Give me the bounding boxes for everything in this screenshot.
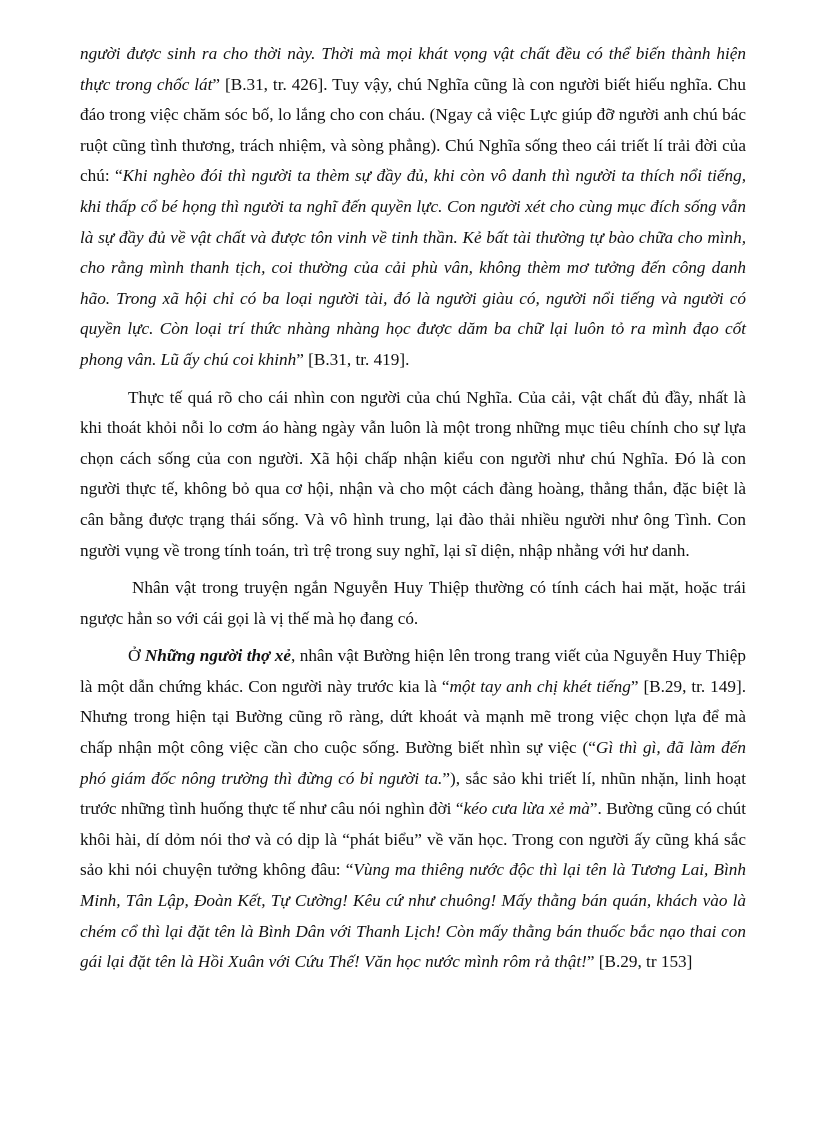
quote-text: kéo cưa lừa xẻ mà xyxy=(463,799,590,819)
body-text: ” [B.31, tr. 426]. Tuy vậy, chú Nghĩa cũng là con người biết hiếu nghĩa. Chu đáo trong việc chăm sóc bố, lo lắng cho con cháu. (Ngay cả việc Lực giúp đỡ người anh chú bác ruột cũng tình thương, trách nhiệm, và sòng phẳng). Chú Nghĩa sống theo cái triết lí trải đời của chú: “ xyxy=(80,74,746,186)
body-text: Nhân vật trong truyện ngắn Nguyễn Huy Thiệp thường có tính cách hai mặt, hoặc trái ngược hẳn so với cái gọi là vị thế mà họ đang có. xyxy=(80,578,746,628)
body-text: Thực tế quá rõ cho cái nhìn con người của chú Nghĩa. Của cải, vật chất đủ đầy, nhất là khi thoát khỏi nỗi lo cơm áo hàng ngày vẫn luôn là một trong những mục tiêu chính cho sự lựa chọn cách sống của con người. Xã hội chấp nhận kiểu con người như chú Nghĩa. Đó là con người thực tế, không bỏ qua cơ hội, nhận và cho một cách đàng hoàng, thẳng thắn, đặc biệt là cân bằng được trạng thái sống. Và vô hình trung, lại đào thải nhiều người như ông Tình. Con người vụng về trong tính toán, trì trệ trong suy nghĩ, lại sĩ diện, nhập nhằng với hư danh. xyxy=(80,387,746,560)
paragraph-1 xyxy=(80,39,746,376)
body-text: , nhân vật Bường hiện lên trong trang viết của Nguyễn Huy Thiệp là một dẫn chứng khác. Con người này trước kia là “ xyxy=(80,646,746,696)
body-text: Ở xyxy=(128,646,145,666)
work-title: Những người thợ xẻ xyxy=(144,646,291,666)
body-text: ”), sắc sảo khi triết lí, nhũn nhặn, linh hoạt trước những tình huống thực tế như câu nói nghìn đời “ xyxy=(80,768,746,819)
quote-text: người được sinh ra cho thời này. Thời mà mọi khát vọng vật chất đều có thể biến thành hiện thực trong chốc lát xyxy=(80,44,746,94)
citation-text: ” [B.31, tr. 419]. xyxy=(296,349,410,369)
body-text: ”. Bường cũng có chút khôi hài, dí dỏm nói thơ và có dịp là “phát biểu” về văn học. Trong con người ấy cũng khá sắc sảo khi nói chuyện tưởng không đâu: “ xyxy=(80,799,746,880)
paragraph-2 xyxy=(80,383,746,567)
quote-text: Gì thì gì, đã làm đến phó giám đốc nông trường thì đừng có bỉ người ta. xyxy=(80,738,746,788)
quote-text: Khi nghèo đói thì người ta thèm sự đầy đủ, khi còn vô danh thì người ta thích nổi tiếng, khi thấp cổ bé họng thì người ta nghĩ đến quyền lực. Con người xét cho cùng mục đích sống vẫn là sự đầy đủ về vật chất và được tôn vinh về tinh thần. Kẻ bất tài thường tự bào chữa cho mình, cho rằng mình thanh tịch, coi thường của cải phù vân, không thèm mơ tưởng đến công danh hão. Trong xã hội chỉ có ba loại người tài, đó là người giàu có, người nổi tiếng và người có quyền lực. Còn loại trí thức nhàng nhàng học được dăm ba chữ lại luôn tỏ ra mình đạo cốt phong vân. Lũ ấy chú coi khinh xyxy=(80,166,746,369)
paragraph-4 xyxy=(80,641,746,978)
citation-text: ” [B.29, tr 153] xyxy=(586,952,693,972)
paragraph-3 xyxy=(80,573,746,634)
quote-text: một tay anh chị khét tiếng xyxy=(449,676,631,696)
body-text: ” [B.29, tr. 149]. Nhưng trong hiện tại Bường cũng rõ ràng, dứt khoát và mạnh mẽ trong việc chọn lựa để mà chấp nhận một công việc cần cho cuộc sống. Bường biết nhìn sự việc (“ xyxy=(80,676,746,758)
quote-text: Vùng ma thiêng nước độc thì lại tên là Tương Lai, Bình Minh, Tân Lập, Đoàn Kết, Tự Cường! Kêu cứ như chuông! Mấy thằng bán quán, khách vào là chém cổ thì lại đặt tên là Bình Dân với Thanh Lịch! Còn mấy thằng bán thuốc bắc nạo thai con gái lại đặt tên là Hồi Xuân với Cứu Thế! Văn học nước mình rôm rả thật! xyxy=(80,860,746,972)
